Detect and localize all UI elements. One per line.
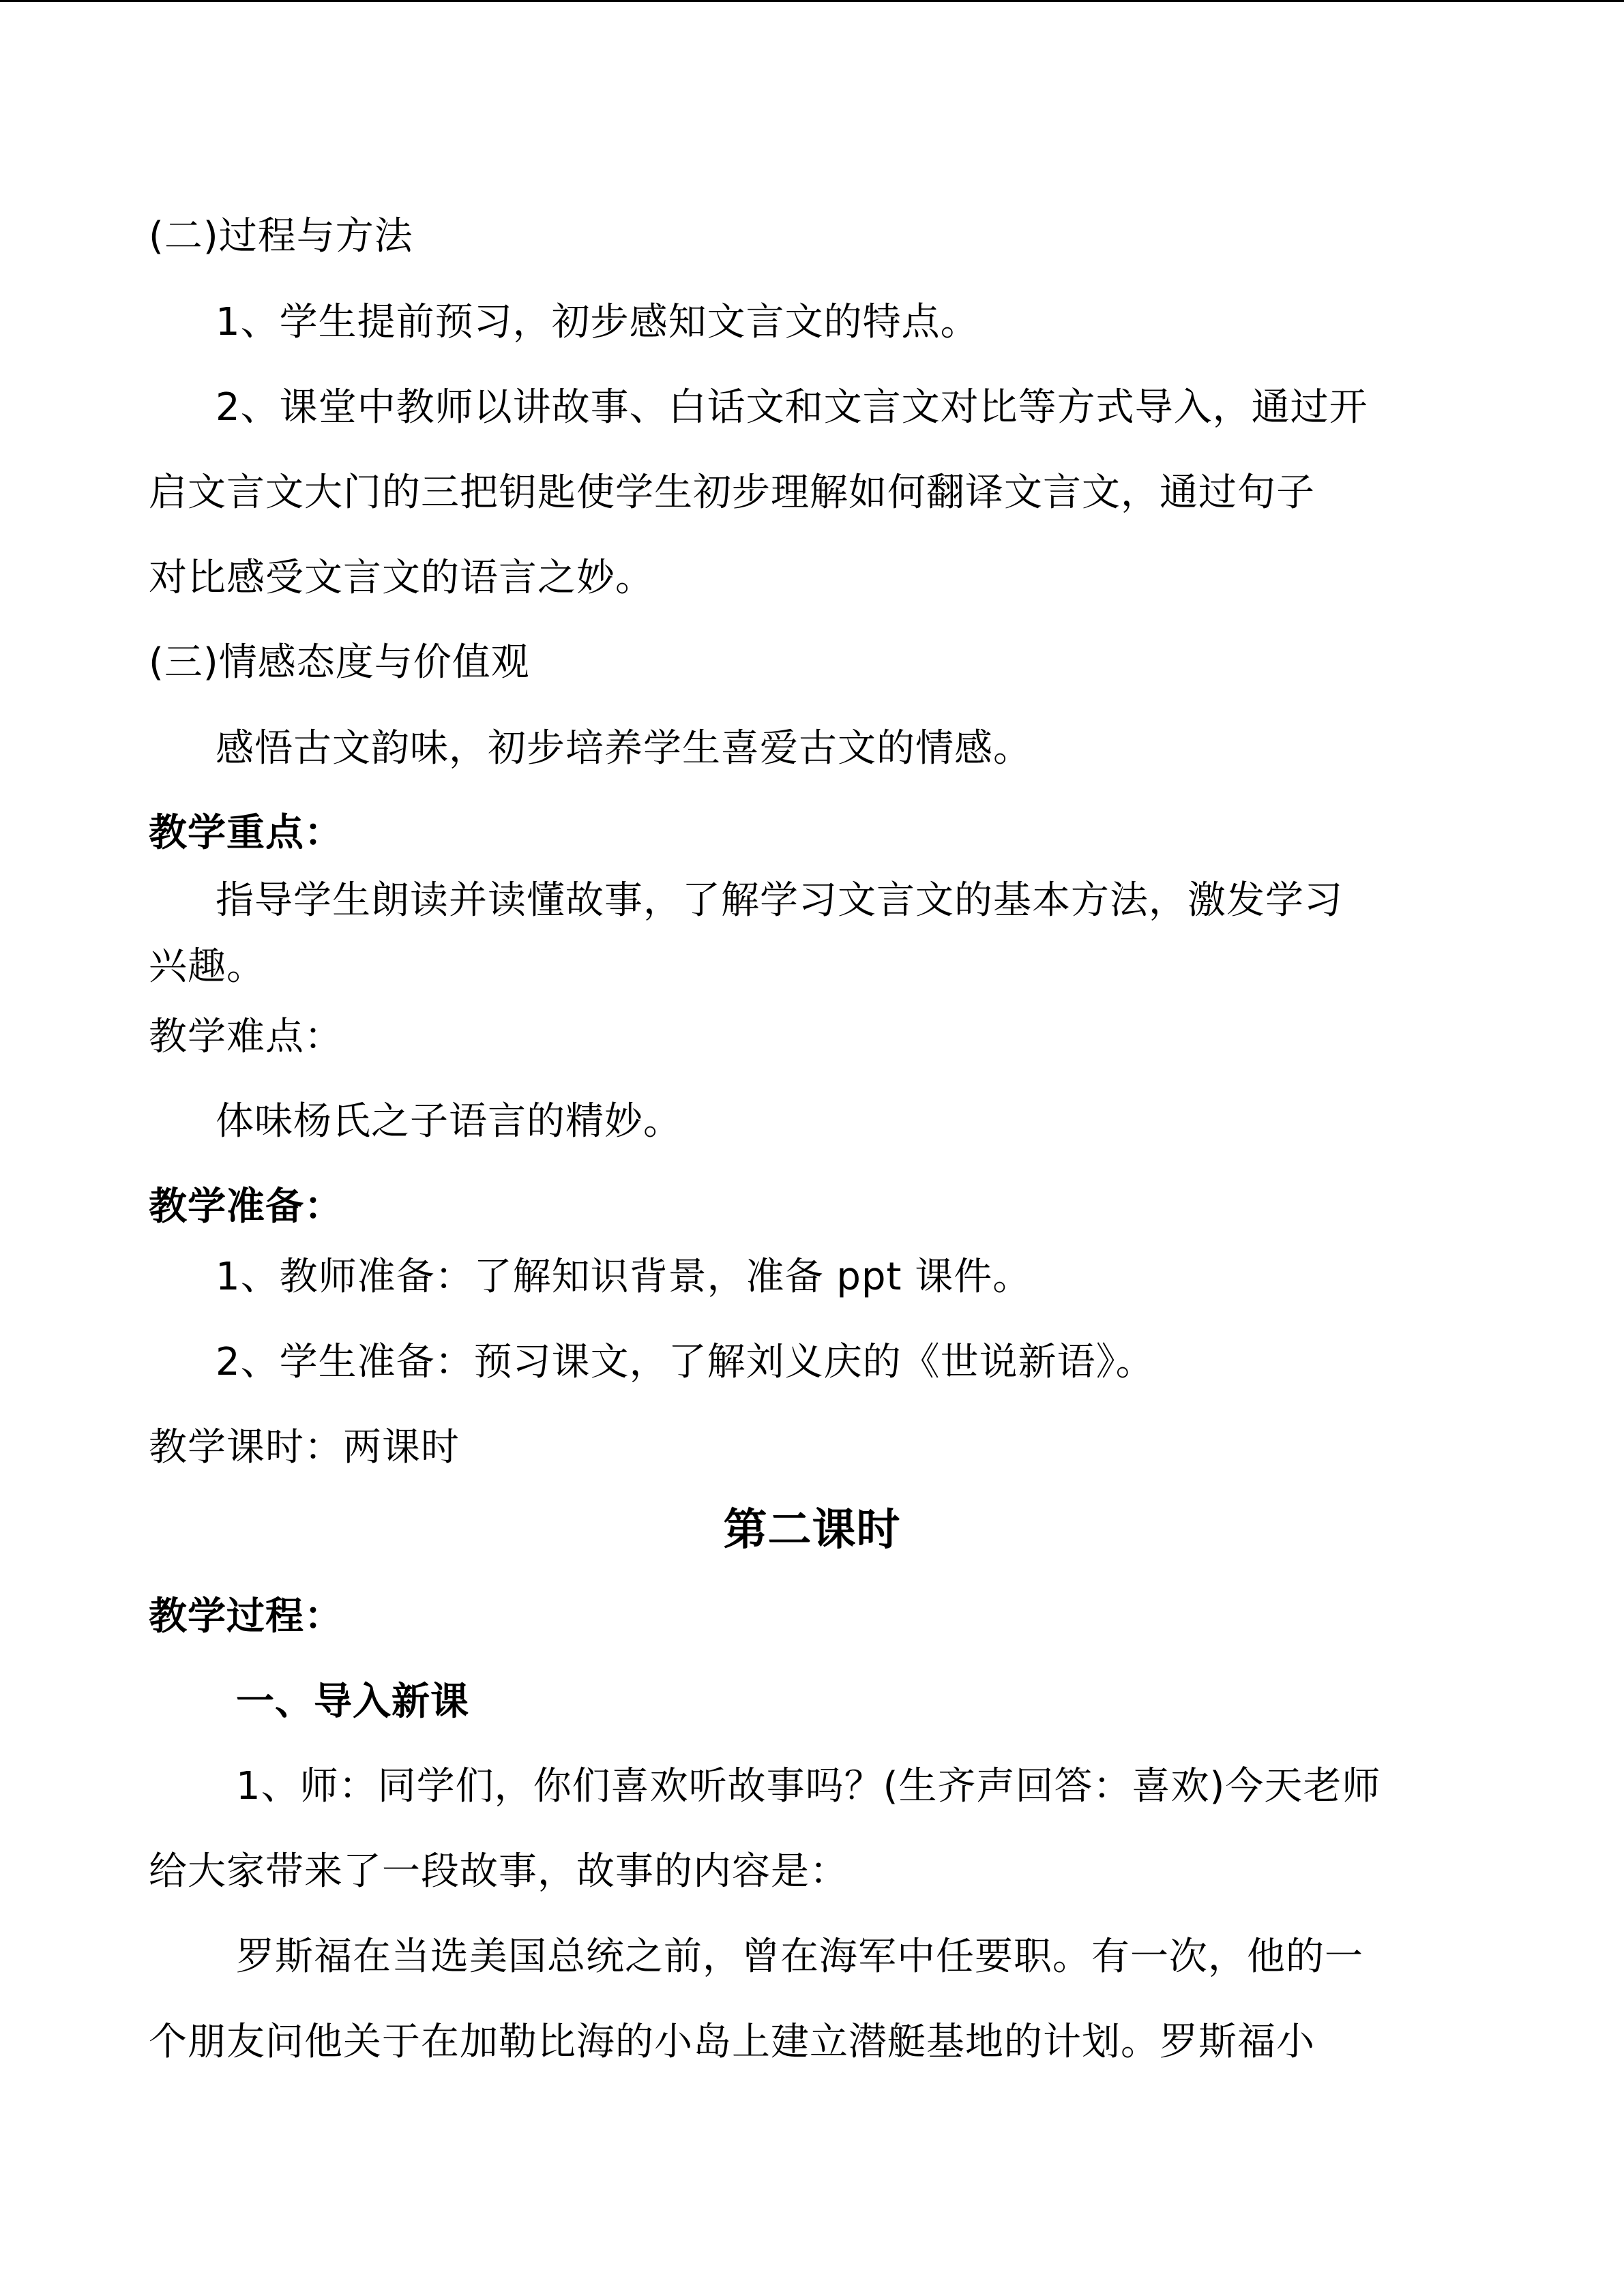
- paragraph-line: 1、教师准备：了解知识背景，准备 ppt 课件。: [216, 1255, 1032, 1299]
- paragraph-line: 兴趣。: [149, 944, 265, 989]
- heading-teaching-difficulty: 教学难点：: [149, 1015, 343, 1059]
- paragraph-line: 2、课堂中教师以讲故事、白话文和文言文对比等方式导入，通过开: [216, 385, 1368, 430]
- paragraph-line: 1、师：同学们，你们喜欢听故事吗？(生齐声回答：喜欢)今天老师: [236, 1764, 1381, 1808]
- section-heading-attitude-values: (三)情感态度与价值观: [149, 640, 530, 685]
- heading-teaching-process: 教学过程：: [149, 1594, 343, 1639]
- heading-teaching-preparation: 教学准备：: [149, 1184, 343, 1229]
- paragraph-line: 1、学生提前预习，初步感知文言文的特点。: [216, 300, 979, 344]
- paragraph-line: 个朋友问他关于在加勒比海的小岛上建立潜艇基地的计划。罗斯福小: [149, 2020, 1315, 2064]
- paragraph-line: 指导学生朗读并读懂故事，了解学习文言文的基本方法，激发学习: [216, 878, 1343, 923]
- lesson-title: 第二课时: [723, 1505, 901, 1555]
- heading-teaching-focus: 教学重点：: [149, 811, 343, 855]
- paragraph-line: 2、学生准备：预习课文，了解刘义庆的《世说新语》。: [216, 1340, 1155, 1384]
- paragraph-line: 给大家带来了一段故事，故事的内容是：: [149, 1849, 848, 1894]
- paragraph-line: 启文言文大门的三把钥匙使学生初步理解如何翻译文言文，通过句子: [149, 471, 1315, 515]
- paragraph-line: 罗斯福在当选美国总统之前，曾在海军中任要职。有一次，他的一: [236, 1935, 1363, 1979]
- paragraph-line: 感悟古文韵味，初步培养学生喜爱古文的情感。: [216, 726, 1032, 771]
- paragraph-line: 对比感受文言文的语言之妙。: [149, 556, 654, 600]
- paragraph-line: 体味杨氏之子语言的精妙。: [216, 1099, 682, 1144]
- heading-class-hours: 教学课时：两课时: [149, 1425, 460, 1470]
- subheading-introduce-lesson: 一、导入新课: [236, 1680, 469, 1724]
- page-top-border: [0, 0, 1624, 2]
- section-heading-process-method: (二)过程与方法: [149, 214, 413, 258]
